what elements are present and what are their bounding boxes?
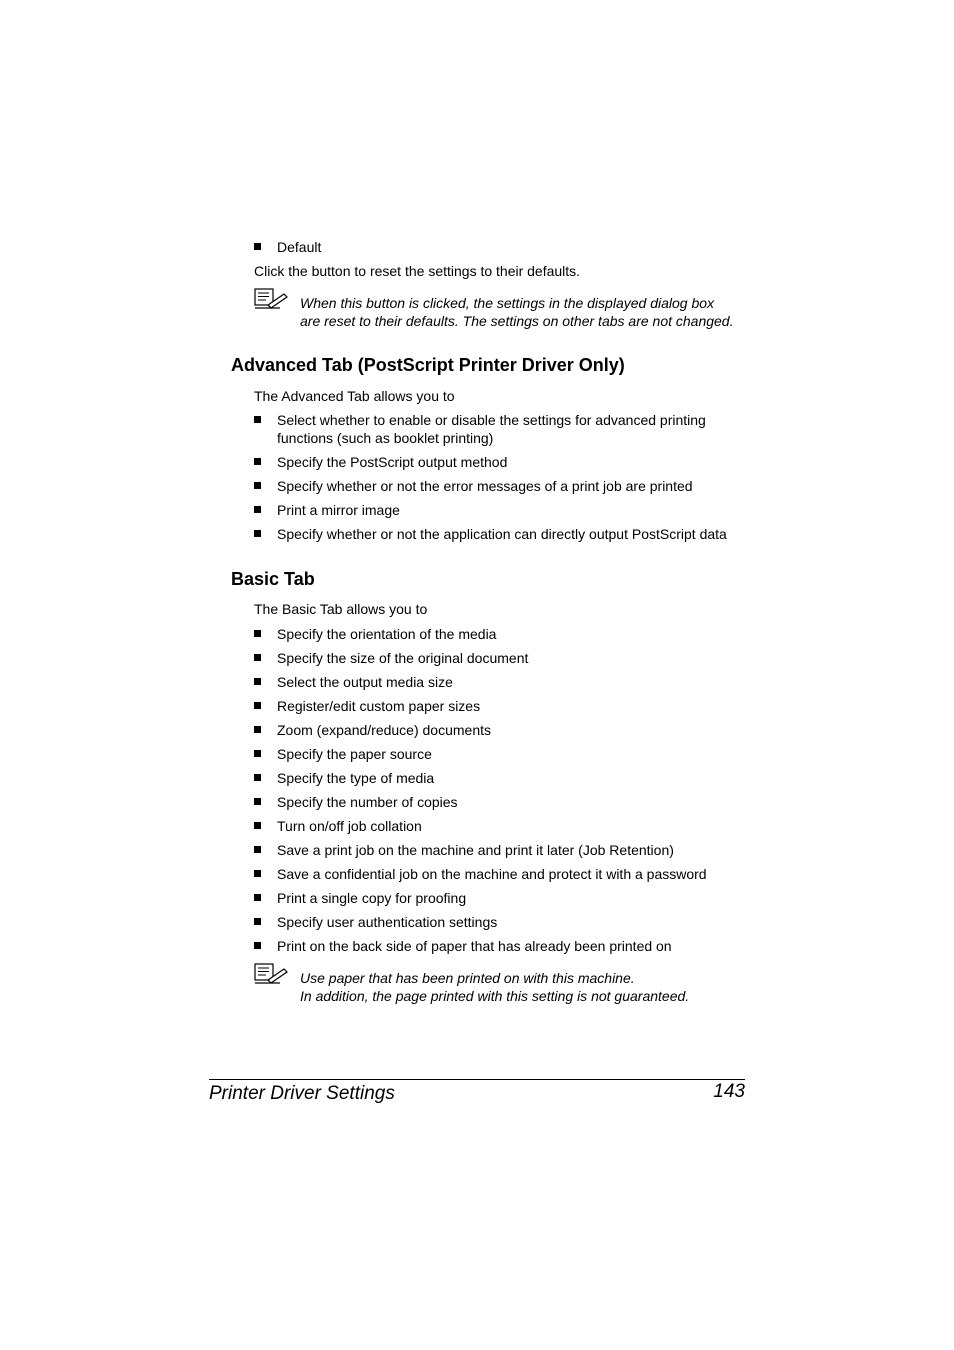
bullet-text: Print a single copy for proofing: [277, 890, 467, 906]
bullet-text: Specify the PostScript output method: [277, 454, 508, 470]
note-text-line: When this button is clicked, the settings in the displayed dialog box: [300, 295, 715, 311]
bullet-text: Save a confidential job on the machine and protect it with a password: [277, 866, 707, 882]
bullet-square: [254, 870, 261, 877]
bullet-text: Print a mirror image: [277, 502, 400, 518]
bullet-text: Print on the back side of paper that has already been printed on: [277, 938, 672, 954]
default-description: Click the button to reset the settings to their defaults.: [254, 263, 581, 279]
note-pencil-icon: [254, 963, 288, 985]
bullet-square: [254, 630, 261, 637]
bullet-square: [254, 416, 261, 423]
bullet-text-continuation: functions (such as booklet printing): [277, 430, 494, 446]
footer-divider: [209, 1079, 745, 1080]
section-heading-advanced: Advanced Tab (PostScript Printer Driver Only): [231, 355, 625, 375]
bullet-text: Register/edit custom paper sizes: [277, 698, 481, 714]
bullet-text: Save a print job on the machine and print it later (Job Retention): [277, 842, 674, 858]
bullet-text: Specify whether or not the application can directly output PostScript data: [277, 526, 727, 542]
bullet-text: Specify the orientation of the media: [277, 626, 497, 642]
bullet-square: [254, 482, 261, 489]
bullet-square: [254, 798, 261, 805]
note-pencil-icon: [254, 288, 288, 310]
section-heading-basic: Basic Tab: [231, 569, 315, 589]
bullet-square: [254, 506, 261, 513]
bullet-text: Specify the number of copies: [277, 794, 458, 810]
bullet-text: Specify the type of media: [277, 770, 435, 786]
note-text-line: Use paper that has been printed on with this machine.: [300, 970, 635, 986]
bullet-square: [254, 458, 261, 465]
bullet-text: Default: [277, 239, 322, 255]
bullet-square: [254, 678, 261, 685]
bullet-text: Select whether to enable or disable the settings for advanced printing: [277, 412, 706, 428]
footer-title: Printer Driver Settings: [209, 1083, 395, 1104]
page-number: 143: [713, 1081, 745, 1102]
bullet-square: [254, 654, 261, 661]
bullet-text: Specify the paper source: [277, 746, 432, 762]
bullet-text: Specify whether or not the error messages of a print job are printed: [277, 478, 693, 494]
bullet-text: Specify the size of the original document: [277, 650, 529, 666]
bullet-square: [254, 750, 261, 757]
bullet-text: Turn on/off job collation: [277, 818, 422, 834]
bullet-square: [254, 726, 261, 733]
note-text-line: In addition, the page printed with this setting is not guaranteed.: [300, 988, 690, 1004]
bullet-square: [254, 918, 261, 925]
bullet-square: [254, 822, 261, 829]
bullet-text: Zoom (expand/reduce) documents: [277, 722, 491, 738]
bullet-square: [254, 530, 261, 537]
bullet-square: [254, 942, 261, 949]
bullet-text: Select the output media size: [277, 674, 453, 690]
bullet-text: Specify user authentication settings: [277, 914, 498, 930]
section-intro: The Basic Tab allows you to: [254, 601, 428, 617]
bullet-square: [254, 894, 261, 901]
bullet-square: [254, 846, 261, 853]
section-intro: The Advanced Tab allows you to: [254, 388, 455, 404]
bullet-square: [254, 702, 261, 709]
note-text-line: are reset to their defaults. The settings on other tabs are not changed.: [300, 313, 734, 329]
bullet-square: [254, 243, 261, 250]
bullet-square: [254, 774, 261, 781]
